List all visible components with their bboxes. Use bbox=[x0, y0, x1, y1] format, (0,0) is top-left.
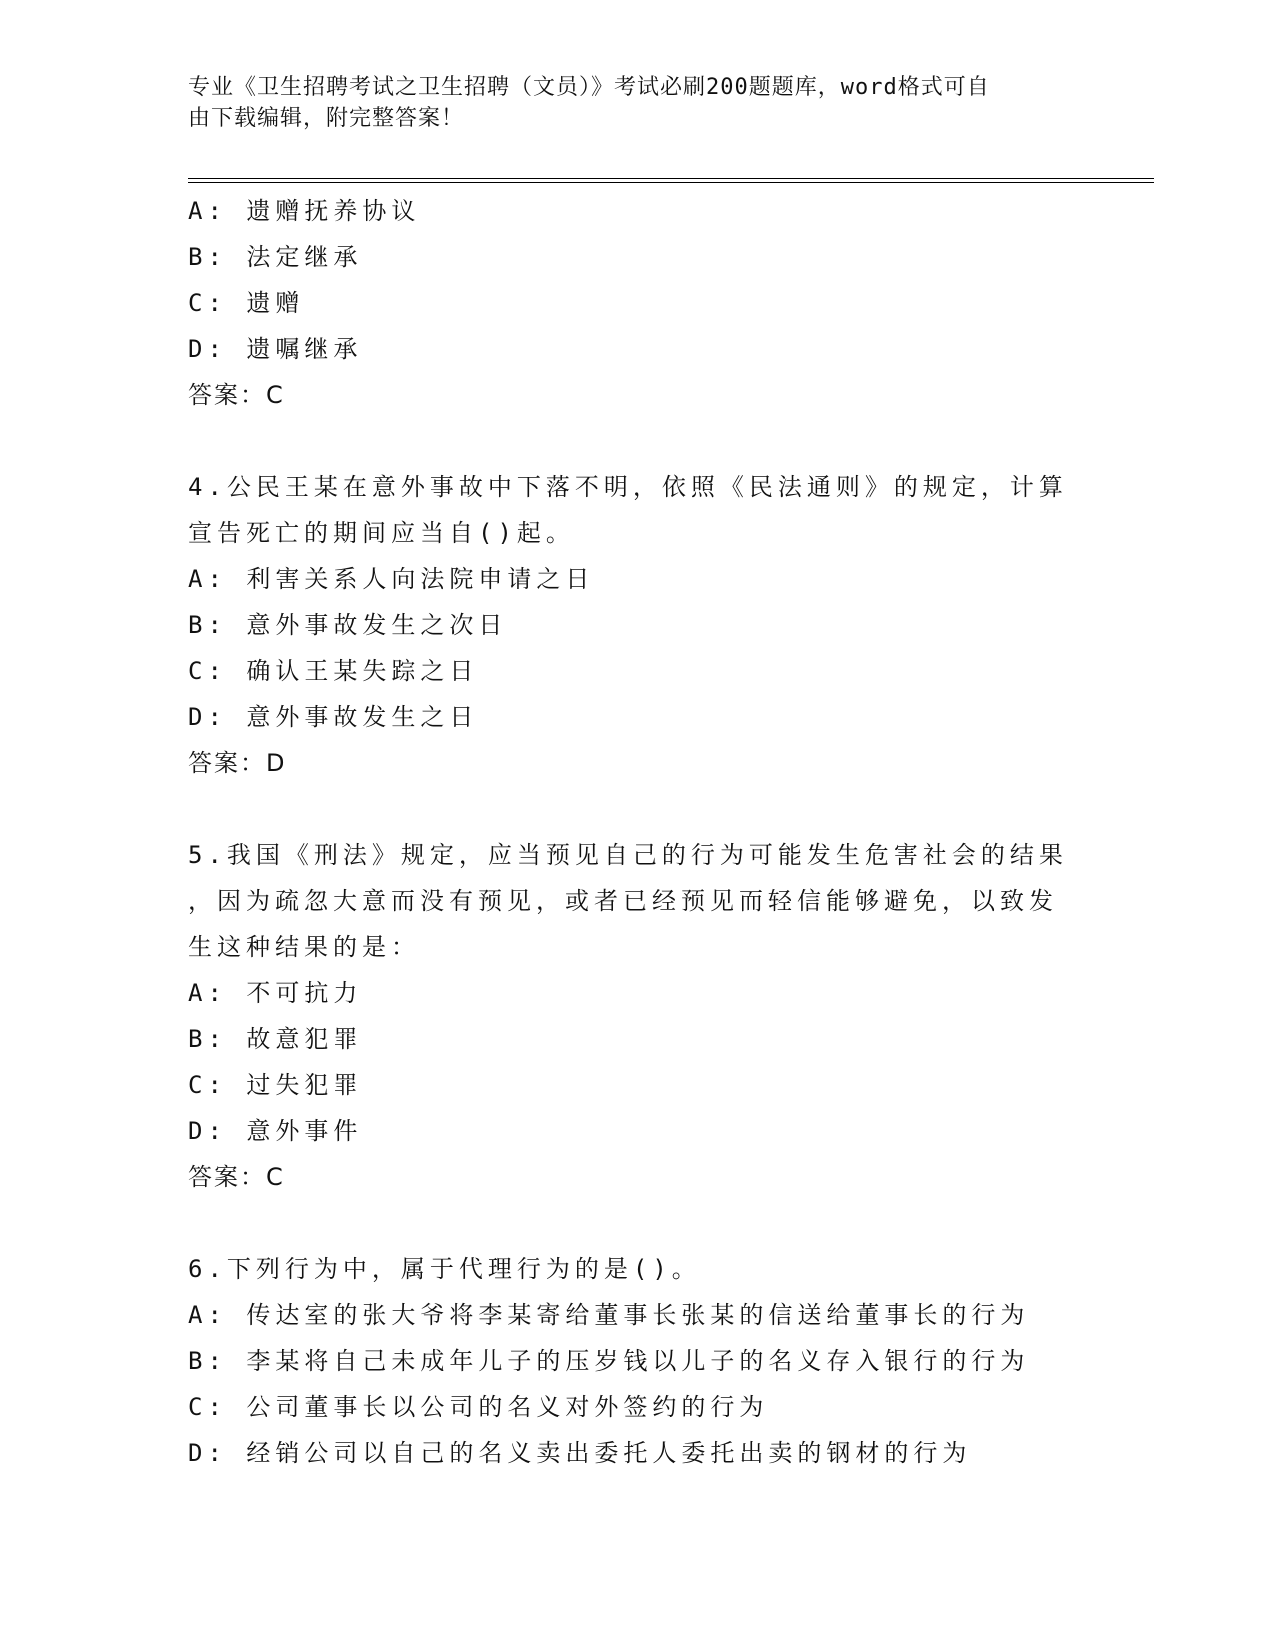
question-stem-line: ，因为疏忽大意而没有预见，或者已经预见而轻信能够避免，以致发 bbox=[188, 887, 1058, 915]
question-5 bbox=[188, 832, 1068, 1200]
answer-line: 答案：C bbox=[188, 1163, 285, 1191]
option-c: C: 遗赠 bbox=[188, 289, 305, 317]
question-stem-line: 宣告死亡的期间应当自()起。 bbox=[188, 519, 575, 547]
option-b: B: 法定继承 bbox=[188, 243, 363, 271]
option-b: B: 李某将自己未成年儿子的压岁钱以儿子的名义存入银行的行为 bbox=[188, 1347, 1030, 1375]
option-c: C: 公司董事长以公司的名义对外签约的行为 bbox=[188, 1393, 769, 1421]
header-rule-bottom bbox=[188, 182, 1154, 183]
question-6 bbox=[188, 1246, 1068, 1476]
option-c: C: 过失犯罪 bbox=[188, 1071, 363, 1099]
option-d: D: 意外事件 bbox=[188, 1117, 363, 1145]
question-4 bbox=[188, 464, 1068, 786]
option-d: D: 遗嘱继承 bbox=[188, 335, 363, 363]
header-line-2: 由下载编辑，附完整答案！ bbox=[188, 106, 465, 131]
answer-line: 答案：D bbox=[188, 749, 287, 777]
option-a: A: 遗赠抚养协议 bbox=[188, 197, 421, 225]
option-b: B: 意外事故发生之次日 bbox=[188, 611, 508, 639]
question-stem-line: 生这种结果的是： bbox=[188, 933, 420, 961]
option-c: C: 确认王某失踪之日 bbox=[188, 657, 479, 685]
answer-line: 答案：C bbox=[188, 381, 285, 409]
document-header bbox=[188, 72, 1068, 134]
question-stem-line: 5.我国《刑法》规定，应当预见自己的行为可能发生危害社会的结果 bbox=[188, 841, 1068, 869]
header-line-1: 专业《卫生招聘考试之卫生招聘（文员）》考试必刷200题题库，word格式可自 bbox=[188, 75, 990, 100]
option-d: D: 经销公司以自己的名义卖出委托人委托出卖的钢材的行为 bbox=[188, 1439, 972, 1467]
option-a: A: 利害关系人向法院申请之日 bbox=[188, 565, 595, 593]
question-stem-line: 4.公民王某在意外事故中下落不明，依照《民法通则》的规定，计算 bbox=[188, 473, 1068, 501]
option-d: D: 意外事故发生之日 bbox=[188, 703, 479, 731]
question-stem-line: 6.下列行为中，属于代理行为的是()。 bbox=[188, 1255, 701, 1283]
option-a: A: 不可抗力 bbox=[188, 979, 363, 1007]
option-b: B: 故意犯罪 bbox=[188, 1025, 363, 1053]
question-spacer bbox=[188, 418, 1068, 464]
question-3 bbox=[188, 188, 1068, 418]
question-spacer bbox=[188, 786, 1068, 832]
question-spacer bbox=[188, 1200, 1068, 1246]
option-a: A: 传达室的张大爷将李某寄给董事长张某的信送给董事长的行为 bbox=[188, 1301, 1030, 1329]
header-rule-top bbox=[188, 178, 1154, 179]
question-list bbox=[188, 188, 1068, 1476]
